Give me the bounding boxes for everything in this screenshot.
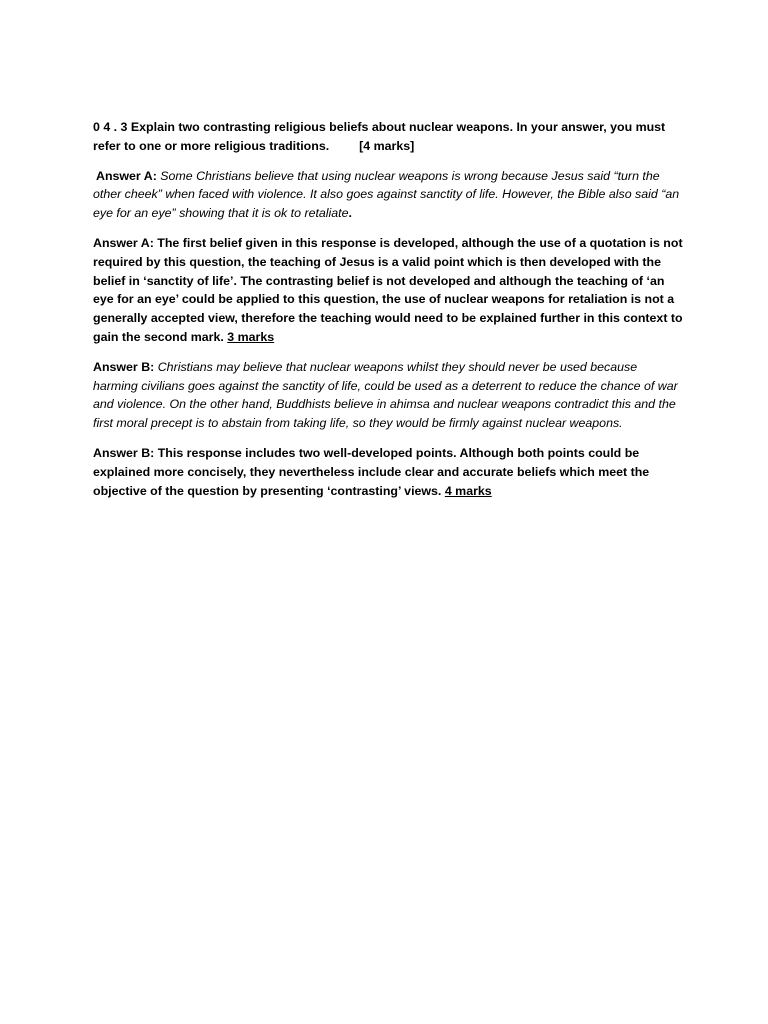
document-page <box>93 118 683 511</box>
commentary-b-paragraph <box>93 444 683 500</box>
commentary-a-marks: 3 marks <box>227 329 275 344</box>
question-marks: [4 marks] <box>359 138 415 153</box>
commentary-a-paragraph <box>93 234 683 347</box>
commentary-a-label: Answer A: <box>93 235 154 250</box>
question-number: 0 4 . 3 <box>93 120 128 134</box>
answer-b-paragraph <box>93 358 683 433</box>
question-text: Explain two contrasting religious beliefs about nuclear weapons. In your answer, you must refer to one or more religious traditions. <box>93 120 666 153</box>
answer-a-paragraph <box>93 167 683 223</box>
commentary-a-text: The first belief given in this response is developed, although the use of a quotation is not required by this question, the teaching of Jesus is a valid point which is then developed with the belief in ‘sanctity of life’. The contrasting belief is not developed and although the teaching of ‘an eye for an eye’ could be applied to this question, the use of nuclear weapons for retaliation is not a generally accepted view, therefore the teaching would need to be explained further in this context to gain the second mark. <box>93 235 683 344</box>
answer-a-end: . <box>348 206 352 221</box>
commentary-b-marks: 4 marks <box>444 483 492 498</box>
question-paragraph <box>93 118 683 156</box>
answer-b-text: Christians may believe that nuclear weapons whilst they should never be used because harming civilians goes against the sanctity of life, could be used as a deterrent to reduce the chance of war and violence. On the other hand, Buddhists believe in ahimsa and nuclear weapons contradict this and the first moral precept is to abstain from taking life, so they would be firmly against nuclear weapons. <box>93 359 678 431</box>
answer-b-label: Answer B: <box>93 359 155 374</box>
commentary-b-label: Answer B: <box>93 445 155 460</box>
answer-a-label: Answer A: <box>96 168 157 183</box>
answer-a-text: Some Christians believe that using nuclear weapons is wrong because Jesus said “turn the other cheek” when faced with violence. It also goes against sanctity of life. However, the Bible also said “an eye for an eye” showing that it is ok to retaliate <box>93 168 680 221</box>
commentary-b-text: This response includes two well-developed points. Although both points could be explained more concisely, they nevertheless include clear and accurate beliefs which meet the objective of the question by presenting ‘contrasting’ views. <box>93 445 650 498</box>
